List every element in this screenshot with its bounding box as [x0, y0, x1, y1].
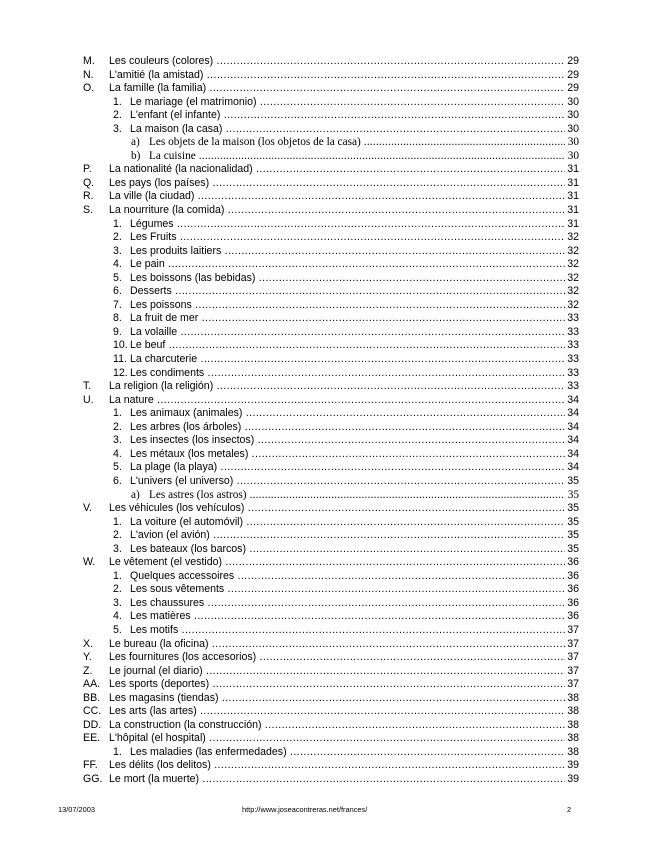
- toc-entry[interactable]: [83, 597, 579, 611]
- toc-entry-page[interactable]: 34: [567, 461, 579, 474]
- toc-entry-label: DD.: [83, 718, 102, 731]
- toc-entry[interactable]: [83, 177, 579, 191]
- toc-entry-label: 5.: [113, 271, 122, 284]
- toc-entry-title[interactable]: Les condiments .....: [130, 367, 565, 381]
- toc-entry-title[interactable]: L'avion (el avión) .....: [130, 529, 565, 543]
- toc-entry[interactable]: [83, 610, 579, 624]
- toc-entry-label: P.: [83, 163, 92, 176]
- toc-entry[interactable]: [83, 285, 579, 299]
- toc-entry-page[interactable]: 34: [567, 420, 579, 433]
- toc-entry-page[interactable]: 37: [567, 678, 579, 691]
- toc-entry-label: U.: [83, 393, 94, 406]
- toc-entry[interactable]: [83, 123, 579, 137]
- toc-entry[interactable]: [83, 258, 579, 272]
- toc-entry-page[interactable]: 36: [567, 583, 579, 596]
- toc-entry-title[interactable]: La cuisine .....: [149, 150, 565, 164]
- toc-entry-page[interactable]: 29: [567, 82, 579, 95]
- toc-entry-title[interactable]: La religion (la religión) .....: [109, 380, 565, 394]
- toc-entry-title[interactable]: Les couleurs (colores) .....: [109, 55, 565, 69]
- toc-entry-page[interactable]: 39: [567, 759, 579, 772]
- toc-entry-page[interactable]: 35: [567, 529, 579, 542]
- toc-entry-title[interactable]: La construction (la construcción) .....: [109, 719, 565, 733]
- toc-entry[interactable]: [83, 502, 579, 516]
- toc-entry-page[interactable]: 35: [567, 488, 579, 501]
- toc-entry-label: T.: [83, 380, 92, 393]
- toc-entry-page[interactable]: 36: [567, 569, 579, 582]
- toc-entry-label: Q.: [83, 176, 95, 189]
- toc-entry-title[interactable]: Le mariage (el matrimonio) .....: [130, 96, 565, 110]
- toc-entry-label: 3.: [113, 244, 122, 257]
- toc-entry-page[interactable]: 38: [567, 691, 579, 704]
- footer-date: 13/07/2003: [58, 805, 95, 814]
- toc-entry-page[interactable]: 37: [567, 637, 579, 650]
- toc-entry-label: 4.: [113, 258, 122, 271]
- toc-entry-title[interactable]: Les insectes (los insectos) .....: [130, 434, 565, 448]
- toc-entry-label: AA.: [83, 678, 101, 691]
- toc-entry-page[interactable]: 37: [567, 623, 579, 636]
- toc-entry-label: 5.: [113, 623, 122, 636]
- toc-entry-label: 11.: [113, 353, 127, 366]
- toc-entry-label: 3.: [113, 596, 122, 609]
- toc-entry[interactable]: [83, 136, 579, 150]
- toc-entry-title[interactable]: Les astres (los astros) .....: [149, 489, 565, 503]
- toc-entry-label: 2.: [113, 109, 122, 122]
- toc-entry-page[interactable]: 31: [567, 204, 579, 217]
- toc-entry-label: 2.: [113, 529, 122, 542]
- toc-entry-page[interactable]: 35: [567, 542, 579, 555]
- toc-entry-title[interactable]: Les arbres (los árboles) .....: [130, 421, 565, 435]
- toc-entry-page[interactable]: 30: [567, 149, 579, 162]
- toc-entry-page[interactable]: 34: [567, 407, 579, 420]
- toc-entry-label: Y.: [83, 651, 92, 664]
- toc-entry-page[interactable]: 32: [567, 258, 579, 271]
- toc-entry[interactable]: [83, 394, 579, 408]
- toc-entry-label: b): [131, 149, 141, 162]
- toc-entry-label: 3.: [113, 122, 122, 135]
- toc-entry-title[interactable]: La plage (la playa) .....: [130, 461, 565, 475]
- toc-entry-page[interactable]: 35: [567, 502, 579, 515]
- toc-entry-title[interactable]: Le pain .....: [130, 258, 565, 272]
- toc-entry-title[interactable]: L'amitié (la amistad) .....: [109, 69, 565, 83]
- toc-entry-title[interactable]: La nationalité (la nacionalidad) .....: [109, 163, 565, 177]
- toc-entry-title[interactable]: Les boissons (las bebidas) .....: [130, 272, 565, 286]
- toc-entry-title[interactable]: Les fournitures (los accesorios) .....: [109, 651, 565, 665]
- table-of-contents: [83, 55, 579, 787]
- toc-entry-title[interactable]: Quelques accessoires .....: [130, 570, 565, 584]
- toc-entry-label: GG.: [83, 772, 103, 785]
- toc-entry[interactable]: [83, 96, 579, 110]
- toc-entry-title[interactable]: Les pays (los países) .....: [109, 177, 565, 191]
- toc-entry[interactable]: [83, 732, 579, 746]
- toc-entry-title[interactable]: Les chaussures .....: [130, 597, 565, 611]
- toc-entry-page[interactable]: 32: [567, 231, 579, 244]
- toc-entry-title[interactable]: Le journal (el diario) .....: [109, 665, 565, 679]
- toc-entry-label: 1.: [113, 407, 122, 420]
- toc-entry[interactable]: [83, 692, 579, 706]
- toc-entry[interactable]: [83, 204, 579, 218]
- toc-entry-title[interactable]: Les matières .....: [130, 610, 565, 624]
- toc-entry-label: BB.: [83, 691, 101, 704]
- toc-entry-title[interactable]: La voiture (el automóvil) .....: [130, 516, 565, 530]
- toc-entry-page[interactable]: 30: [567, 95, 579, 108]
- toc-entry-label: 10.: [113, 339, 128, 352]
- toc-entry[interactable]: [83, 475, 579, 489]
- toc-entry-page[interactable]: 35: [567, 515, 579, 528]
- toc-entry-title[interactable]: Les poissons .....: [130, 299, 565, 313]
- toc-entry-page[interactable]: 29: [567, 68, 579, 81]
- toc-entry-page[interactable]: 37: [567, 664, 579, 677]
- toc-entry-label: 8.: [113, 312, 122, 325]
- toc-entry[interactable]: [83, 489, 579, 503]
- toc-entry-title[interactable]: Le bureau (la oficina) .....: [109, 638, 565, 652]
- toc-entry[interactable]: [83, 326, 579, 340]
- toc-entry[interactable]: [83, 570, 579, 584]
- toc-entry-page[interactable]: 37: [567, 651, 579, 664]
- toc-entry[interactable]: [83, 461, 579, 475]
- toc-entry-title[interactable]: La nature .....: [109, 394, 565, 408]
- toc-entry-label: FF.: [83, 759, 98, 772]
- toc-entry[interactable]: [83, 543, 579, 557]
- toc-entry-label: X.: [83, 637, 94, 650]
- toc-entry[interactable]: [83, 773, 579, 787]
- toc-entry-page[interactable]: 38: [567, 745, 579, 758]
- toc-entry[interactable]: [83, 109, 579, 123]
- toc-entry-label: 7.: [113, 298, 122, 311]
- toc-entry-title[interactable]: Les maladies (las enfermedades) .....: [130, 746, 565, 760]
- toc-entry-title[interactable]: Le beuf .....: [130, 339, 565, 353]
- toc-entry-label: 1.: [113, 95, 122, 108]
- toc-entry-label: 2.: [113, 420, 122, 433]
- toc-entry-label: 3.: [113, 542, 122, 555]
- toc-entry-page[interactable]: 30: [567, 109, 579, 122]
- toc-entry-page[interactable]: 32: [567, 244, 579, 257]
- toc-entry[interactable]: [83, 312, 579, 326]
- toc-entry[interactable]: [83, 339, 579, 353]
- toc-entry[interactable]: [83, 245, 579, 259]
- toc-entry[interactable]: [83, 231, 579, 245]
- toc-entry-label: N.: [83, 68, 94, 81]
- toc-entry-title[interactable]: L'univers (el universo) .....: [130, 475, 565, 489]
- toc-entry-page[interactable]: 32: [567, 285, 579, 298]
- toc-entry-title[interactable]: Les métaux (los metales) .....: [130, 448, 565, 462]
- toc-entry-label: 2.: [113, 583, 122, 596]
- toc-entry[interactable]: [83, 150, 579, 164]
- toc-entry[interactable]: [83, 583, 579, 597]
- toc-entry-title[interactable]: La nourriture (la comida) .....: [109, 204, 565, 218]
- toc-entry-label: W.: [83, 556, 96, 569]
- toc-entry[interactable]: [83, 55, 579, 69]
- toc-entry-page[interactable]: 35: [567, 474, 579, 487]
- toc-entry[interactable]: [83, 651, 579, 665]
- toc-entry-label: R.: [83, 190, 94, 203]
- toc-entry-title[interactable]: Les Fruits .....: [130, 231, 565, 245]
- toc-entry[interactable]: [83, 299, 579, 313]
- toc-entry-label: 1.: [113, 217, 122, 230]
- toc-entry-title[interactable]: La charcuterie .....: [130, 353, 565, 367]
- toc-entry-page[interactable]: 32: [567, 298, 579, 311]
- toc-entry[interactable]: [83, 434, 579, 448]
- toc-entry[interactable]: [83, 516, 579, 530]
- toc-entry-title[interactable]: Les motifs .....: [130, 624, 565, 638]
- toc-entry[interactable]: [83, 719, 579, 733]
- page-footer: [0, 805, 655, 817]
- toc-entry[interactable]: [83, 678, 579, 692]
- toc-entry-page[interactable]: 34: [567, 447, 579, 460]
- toc-entry-title[interactable]: Les bateaux (los barcos) .....: [130, 543, 565, 557]
- toc-entry-page[interactable]: 30: [567, 122, 579, 135]
- toc-entry-page[interactable]: 38: [567, 718, 579, 731]
- toc-entry-label: 4.: [113, 610, 122, 623]
- toc-entry-label: 1.: [113, 745, 122, 758]
- toc-entry-title[interactable]: Les objets de la maison (los objetos de la casa) .....: [149, 136, 565, 150]
- toc-entry-page[interactable]: 29: [567, 55, 579, 67]
- footer-url: http://www.joseacontreras.net/frances/: [242, 805, 368, 814]
- toc-entry[interactable]: [83, 69, 579, 83]
- toc-entry-label: 2.: [113, 231, 122, 244]
- toc-entry-page[interactable]: 31: [567, 190, 579, 203]
- toc-entry[interactable]: [83, 407, 579, 421]
- toc-entry-title[interactable]: Le mort (la muerte) .....: [109, 773, 565, 787]
- toc-entry-label: CC.: [83, 705, 102, 718]
- toc-entry-label: 4.: [113, 447, 122, 460]
- toc-entry-page[interactable]: 36: [567, 596, 579, 609]
- toc-entry[interactable]: [83, 665, 579, 679]
- toc-entry-title[interactable]: Légumes .....: [130, 218, 565, 232]
- toc-entry-title[interactable]: La famille (la familia) .....: [109, 82, 565, 96]
- toc-entry-page[interactable]: 33: [567, 380, 579, 393]
- toc-entry-title[interactable]: La ville (la ciudad) .....: [109, 190, 565, 204]
- toc-entry-label: 6.: [113, 285, 122, 298]
- toc-entry-label: Z.: [83, 664, 93, 677]
- toc-entry[interactable]: [83, 272, 579, 286]
- toc-entry-page[interactable]: 34: [567, 393, 579, 406]
- toc-entry[interactable]: [83, 638, 579, 652]
- footer-page-number: 2: [567, 805, 572, 814]
- toc-entry[interactable]: [83, 163, 579, 177]
- toc-entry-page[interactable]: 33: [567, 353, 579, 366]
- toc-entry-page[interactable]: 38: [567, 705, 579, 718]
- toc-entry-page[interactable]: 33: [567, 366, 579, 379]
- toc-entry[interactable]: [83, 353, 579, 367]
- toc-entry-title[interactable]: Les produits laitiers .....: [130, 245, 565, 259]
- toc-entry-page[interactable]: 34: [567, 434, 579, 447]
- toc-entry-page[interactable]: 32: [567, 271, 579, 284]
- toc-entry[interactable]: [83, 190, 579, 204]
- toc-entry[interactable]: [83, 82, 579, 96]
- toc-entry[interactable]: [83, 705, 579, 719]
- toc-entry-page[interactable]: 38: [567, 732, 579, 745]
- toc-entry[interactable]: [83, 448, 579, 462]
- toc-entry-page[interactable]: 39: [567, 772, 579, 785]
- toc-entry[interactable]: [83, 759, 579, 773]
- toc-entry-label: a): [131, 136, 140, 149]
- toc-entry[interactable]: [83, 529, 579, 543]
- toc-entry[interactable]: [83, 624, 579, 638]
- toc-entry-label: a): [131, 488, 140, 501]
- toc-entry-page[interactable]: 36: [567, 610, 579, 623]
- toc-entry-page[interactable]: 31: [567, 217, 579, 230]
- toc-entry-title[interactable]: Desserts .....: [130, 285, 565, 299]
- toc-entry-title[interactable]: Les magasins (tiendas) .....: [109, 692, 565, 706]
- toc-entry-title[interactable]: Les animaux (animales) .....: [130, 407, 565, 421]
- toc-entry-page[interactable]: 33: [567, 339, 579, 352]
- toc-entry-label: 9.: [113, 325, 122, 338]
- toc-entry-label: 1.: [113, 569, 122, 582]
- toc-entry-label: M.: [83, 55, 95, 67]
- toc-entry-label: 1.: [113, 515, 122, 528]
- toc-entry-title[interactable]: Les arts (las artes) .....: [109, 705, 565, 719]
- toc-entry[interactable]: [83, 380, 579, 394]
- toc-entry-label: 5.: [113, 461, 122, 474]
- toc-entry-label: 3.: [113, 434, 122, 447]
- toc-entry-title[interactable]: Le vêtement (el vestido) .....: [109, 556, 565, 570]
- toc-entry[interactable]: [83, 367, 579, 381]
- toc-entry-title[interactable]: Les sous vêtements .....: [130, 583, 565, 597]
- toc-entry-page[interactable]: 31: [567, 176, 579, 189]
- toc-entry-title[interactable]: Les sports (deportes) .....: [109, 678, 565, 692]
- toc-entry-label: EE.: [83, 732, 101, 745]
- toc-entry-label: O.: [83, 82, 95, 95]
- toc-entry[interactable]: [83, 421, 579, 435]
- toc-entry-page[interactable]: 31: [567, 163, 579, 176]
- toc-entry-label: S.: [83, 204, 94, 217]
- toc-entry-page[interactable]: 30: [567, 136, 579, 149]
- toc-entry-title[interactable]: Les délits (los delitos) .....: [109, 759, 565, 773]
- toc-entry-label: V.: [83, 502, 93, 515]
- toc-entry[interactable]: [83, 746, 579, 760]
- toc-entry-page[interactable]: 33: [567, 312, 579, 325]
- toc-entry-title[interactable]: Les véhicules (los vehículos) .....: [109, 502, 565, 516]
- toc-entry-title[interactable]: L'enfant (el infante) .....: [130, 109, 565, 123]
- toc-entry-label: 6.: [113, 474, 122, 487]
- toc-entry-page[interactable]: 36: [567, 556, 579, 569]
- toc-entry-title[interactable]: La fruit de mer .....: [130, 312, 565, 326]
- toc-entry-title[interactable]: La volaille .....: [130, 326, 565, 340]
- toc-entry-title[interactable]: L'hôpital (el hospital) .....: [109, 732, 565, 746]
- toc-entry-title[interactable]: La maison (la casa) .....: [130, 123, 565, 137]
- toc-entry-page[interactable]: 33: [567, 325, 579, 338]
- toc-entry[interactable]: [83, 218, 579, 232]
- toc-entry[interactable]: [83, 556, 579, 570]
- toc-entry-label: 12.: [113, 366, 128, 379]
